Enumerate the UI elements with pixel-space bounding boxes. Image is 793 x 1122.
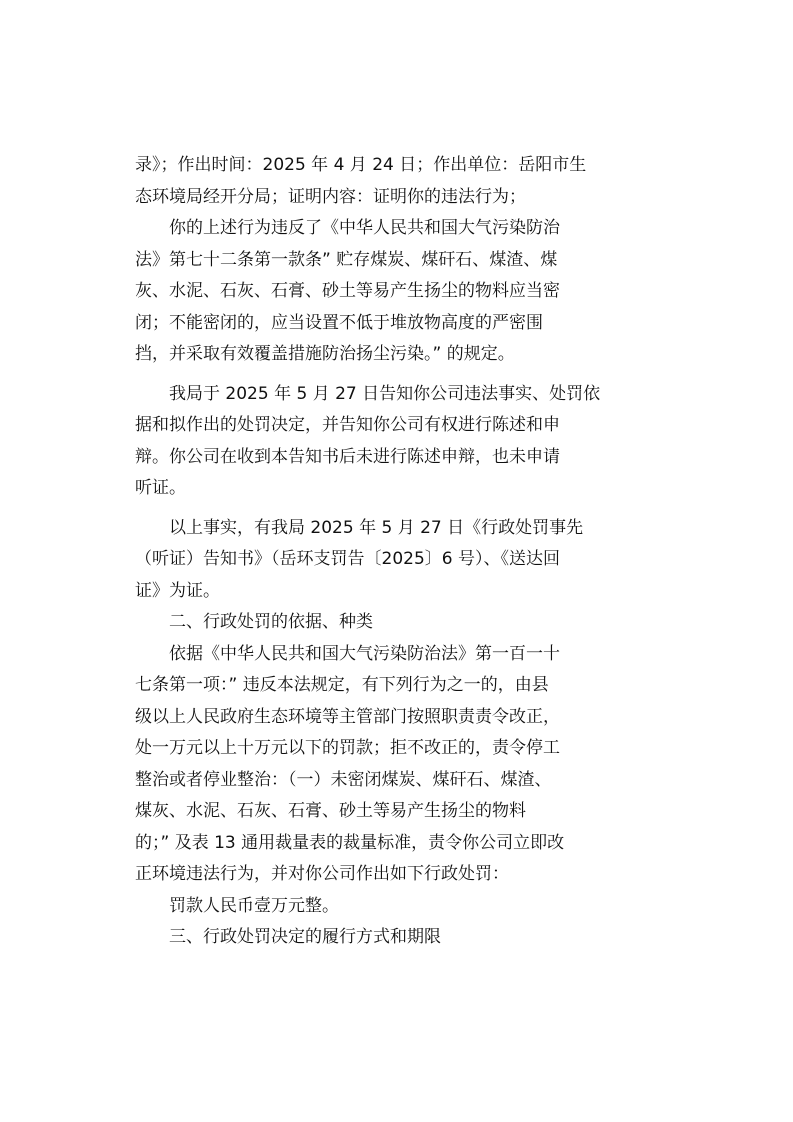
document-body bbox=[135, 150, 655, 954]
paragraph-penalty bbox=[135, 891, 655, 923]
text-line: 辩。你公司在收到本告知书后未进行陈述申辩，也未申请 bbox=[135, 446, 560, 467]
text-line: 灰、水泥、石灰、石膏、砂土等易产生扬尘的物料应当密 bbox=[135, 281, 560, 301]
text-line: 你的上述行为违反了《中华人民共和国大气污染防治 bbox=[135, 218, 560, 238]
paragraph-notification bbox=[135, 379, 655, 505]
text-line: 我局于 2025 年 5 月 27 日告知你公司违法事实、处罚依 bbox=[135, 383, 601, 404]
section-heading-basis bbox=[135, 607, 655, 639]
text-line: 以上事实，有我局 2025 年 5 月 27 日《行政处罚事先 bbox=[135, 517, 584, 538]
paragraph-violation bbox=[135, 213, 655, 371]
text-line: （听证）告知书》（岳环支罚告〔2025〕6 号）、《送达回 bbox=[135, 549, 560, 569]
paragraph-evidence-end bbox=[135, 150, 655, 213]
text-line: 依据《中华人民共和国大气污染防治法》第一百一十 bbox=[135, 643, 560, 664]
text-line: 七条第一项：” 违反本法规定，有下列行为之一的，由县 bbox=[135, 675, 549, 695]
section-heading: 三、行政处罚决定的履行方式和期限 bbox=[135, 927, 441, 947]
paragraph-facts bbox=[135, 513, 655, 608]
text-line: 的；” 及表 13 通用裁量表的裁量标准，责令你公司立即改 bbox=[135, 832, 565, 853]
text-line: 证》为证。 bbox=[135, 580, 220, 601]
section-heading: 二、行政处罚的依据、种类 bbox=[135, 612, 373, 632]
text-line: 挡，并采取有效覆盖措施防治扬尘污染。” 的规定。 bbox=[135, 344, 515, 364]
text-line: 处一万元以上十万元以下的罚款；拒不改正的，责令停工 bbox=[135, 738, 560, 758]
text-line: 听证。 bbox=[135, 478, 186, 498]
text-line: 罚款人民币壹万元整。 bbox=[135, 895, 339, 916]
text-line: 态环境局经开分局；证明内容：证明你的违法行为； bbox=[135, 186, 526, 207]
text-line: 整治或者停业整治：（一）未密闭煤炭、煤矸石、煤渣、 bbox=[135, 769, 552, 790]
section-heading-performance bbox=[135, 922, 655, 954]
text-line: 煤灰、水泥、石灰、石膏、砂土等易产生扬尘的物料 bbox=[135, 801, 526, 821]
text-line: 闭；不能密闭的，应当设置不低于堆放物高度的严密围 bbox=[135, 312, 543, 333]
text-line: 级以上人民政府生态环境等主管部门按照职责责令改正， bbox=[135, 706, 560, 727]
paragraph-legal-basis bbox=[135, 639, 655, 891]
text-line: 法》第七十二条第一款条” 贮存煤炭、煤矸石、煤渣、煤 bbox=[135, 249, 558, 270]
text-line: 据和拟作出的处罚决定，并告知你公司有权进行陈述和申 bbox=[135, 415, 560, 435]
text-line: 正环境违法行为，并对你公司作出如下行政处罚： bbox=[135, 864, 509, 884]
text-line: 录》；作出时间：2025 年 4 月 24 日；作出单位：岳阳市生 bbox=[135, 155, 587, 175]
